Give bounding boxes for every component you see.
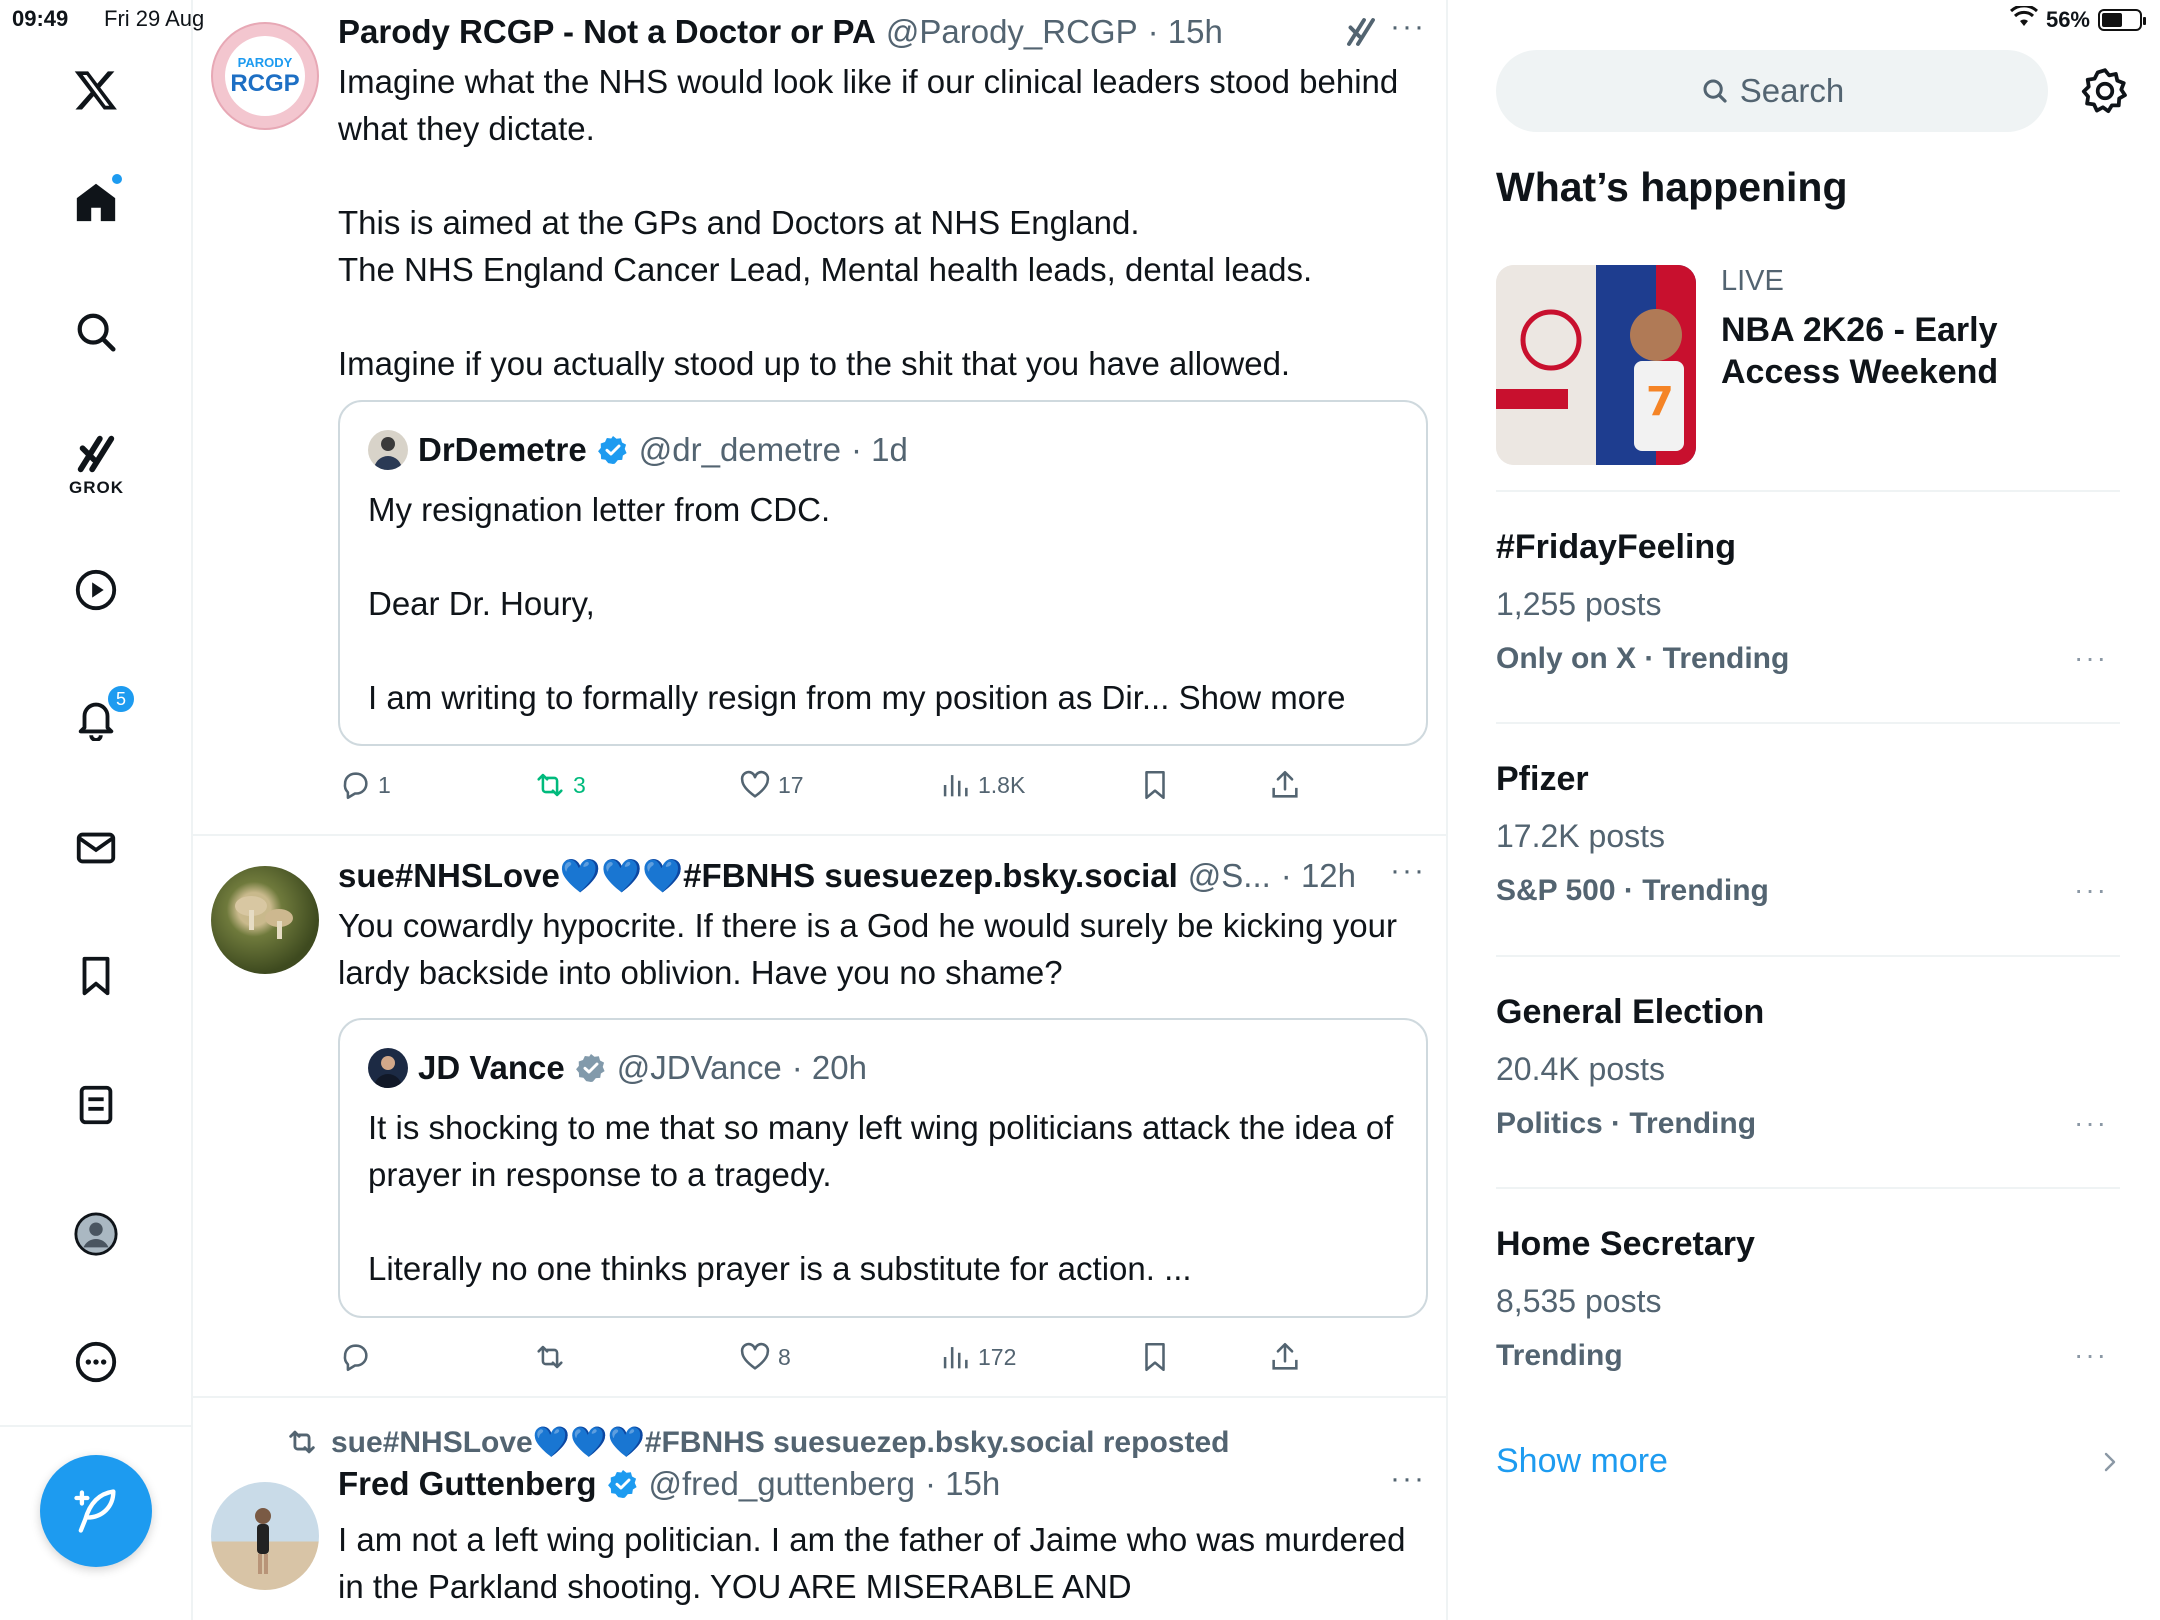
- repost-context: [285, 1420, 1229, 1464]
- like-count: 8: [778, 1343, 791, 1370]
- quoted-text-line: [368, 533, 1408, 580]
- reply-button[interactable]: [338, 1332, 378, 1382]
- quoted-text-line: Literally no one thinks prayer is a substitute for action. ...: [368, 1250, 1192, 1287]
- trend-post-count: 8,535 posts: [1496, 1283, 1662, 1319]
- share-button[interactable]: [1268, 1332, 1302, 1382]
- views-button[interactable]: [938, 1332, 1016, 1382]
- search-input[interactable]: [1496, 50, 2048, 132]
- status-date: Fri 29 Aug: [104, 6, 205, 31]
- trend-name: Home Secretary: [1496, 1225, 1755, 1263]
- quoted-author-handle: @dr_demetre: [638, 431, 842, 468]
- views-button[interactable]: [938, 760, 1025, 810]
- post[interactable]: [193, 1398, 1448, 1620]
- author-handle[interactable]: @S...: [1187, 857, 1271, 894]
- video-play-icon[interactable]: [66, 560, 126, 620]
- repost-button[interactable]: [533, 760, 586, 810]
- home-notification-dot: [110, 172, 124, 186]
- live-event-card[interactable]: [1496, 265, 2126, 465]
- trend-context: Politics · Trending: [1496, 1107, 1757, 1140]
- more-options-icon[interactable]: [66, 1332, 126, 1392]
- post-time[interactable]: · 15h: [925, 1465, 1001, 1502]
- notifications-bell-icon[interactable]: [66, 688, 126, 748]
- bookmark-button[interactable]: [1138, 760, 1172, 810]
- trend-more-icon[interactable]: ···: [2074, 1339, 2108, 1370]
- chevron-right-icon[interactable]: [2098, 1446, 2122, 1478]
- left-nav: [0, 0, 193, 1620]
- reply-count: 1: [378, 771, 391, 798]
- section-title: What’s happening: [1496, 164, 1848, 210]
- reply-button[interactable]: [338, 760, 391, 810]
- messages-envelope-icon[interactable]: [66, 818, 126, 878]
- quoted-post-header: [368, 428, 908, 472]
- quoted-text-line: [368, 1198, 1408, 1245]
- trend-item[interactable]: [1496, 760, 2120, 960]
- quoted-author-avatar: [368, 1048, 408, 1088]
- home-icon[interactable]: [66, 172, 126, 232]
- views-count: 1.8K: [978, 771, 1026, 798]
- quoted-author-handle: @JDVance: [616, 1049, 782, 1086]
- compose-feather-icon: [70, 1485, 122, 1537]
- quoted-text-line: It is shocking to me that so many left wing politicians attack the idea of prayer in response to a tragedy.: [368, 1109, 1394, 1193]
- trend-more-icon[interactable]: ···: [2074, 642, 2108, 673]
- repost-count: 3: [573, 771, 586, 798]
- like-count: 17: [778, 771, 804, 798]
- post-text-line: I am not a left wing politician. I am the father of Jaime who was murdered in the Parkland shooting. YOU ARE MISERABLE AND: [338, 1521, 1406, 1605]
- post-text-line: You cowardly hypocrite. If there is a God he would surely be kicking your lardy backside into oblivion. Have you no shame?: [338, 907, 1397, 991]
- share-icon: [1268, 768, 1302, 802]
- quoted-text-line: I am writing to formally resign from my position as Dir... Show more: [368, 679, 1346, 716]
- author-name[interactable]: Fred Guttenberg: [338, 1465, 597, 1502]
- notifications-badge: 5: [106, 684, 136, 714]
- verified-badge-grey-icon: [575, 1052, 607, 1084]
- verified-badge-icon: [597, 434, 629, 466]
- repost-button[interactable]: [533, 1332, 573, 1382]
- quoted-post[interactable]: [338, 1018, 1428, 1318]
- trend-post-count: 17.2K posts: [1496, 818, 1665, 854]
- grok-label: GROK: [69, 478, 124, 497]
- quoted-text-line: [368, 627, 1408, 674]
- post[interactable]: [193, 836, 1448, 1396]
- post-header: [338, 854, 1356, 898]
- like-button[interactable]: [738, 1332, 791, 1382]
- quoted-post[interactable]: [338, 400, 1428, 746]
- like-heart-icon: [738, 768, 772, 802]
- avatar-rcgp-text: RCGP: [230, 69, 300, 97]
- author-name[interactable]: Parody RCGP - Not a Doctor or PA: [338, 13, 876, 50]
- views-chart-icon: [938, 768, 972, 802]
- like-button[interactable]: [738, 760, 804, 810]
- post-header: [338, 10, 1223, 54]
- post-text-line: [338, 293, 1428, 340]
- trend-name: General Election: [1496, 993, 1765, 1031]
- right-sidebar: [1450, 0, 2160, 1620]
- reposted-by-text[interactable]: sue#NHSLove💙💙💙#FBNHS suesuezep.bsky.social reposted: [331, 1425, 1230, 1459]
- views-count: 172: [978, 1343, 1017, 1370]
- grok-explain-icon[interactable]: [1343, 14, 1379, 55]
- trend-divider: [1496, 1187, 2120, 1189]
- author-handle[interactable]: @fred_guttenberg: [648, 1465, 916, 1502]
- post-time[interactable]: · 15h: [1147, 13, 1223, 50]
- trend-divider: [1496, 722, 2120, 724]
- compose-post-button[interactable]: [40, 1455, 152, 1567]
- post-time[interactable]: · 12h: [1280, 857, 1356, 894]
- post-more-icon[interactable]: ···: [1390, 10, 1426, 43]
- trend-post-count: 20.4K posts: [1496, 1051, 1665, 1087]
- author-avatar[interactable]: [211, 22, 319, 130]
- repost-icon: [533, 768, 567, 802]
- post[interactable]: [193, 0, 1448, 834]
- post-header: [338, 1462, 1000, 1506]
- bookmark-icon: [1138, 768, 1172, 802]
- post-actions: [338, 1332, 1448, 1382]
- verified-badge-icon: [607, 1468, 639, 1500]
- timeline: [193, 0, 1448, 1620]
- like-heart-icon: [738, 1340, 772, 1374]
- bookmarks-icon[interactable]: [66, 946, 126, 1006]
- bookmark-button[interactable]: [1138, 1332, 1172, 1382]
- quoted-author-avatar: [368, 430, 408, 470]
- battery-percent: 56%: [2045, 7, 2090, 32]
- quoted-text-line: Dear Dr. Houry,: [368, 585, 595, 622]
- grok-icon[interactable]: [66, 424, 126, 484]
- trend-divider: [1496, 955, 2120, 957]
- trend-item[interactable]: [1496, 528, 2120, 728]
- post-text: [338, 58, 1428, 387]
- svg-text:7: 7: [1646, 379, 1674, 425]
- share-button[interactable]: [1268, 760, 1302, 810]
- post-text-line: Imagine if you actually stood up to the shit that you have allowed.: [338, 345, 1291, 382]
- author-avatar[interactable]: [211, 1482, 319, 1590]
- trend-name: #FridayFeeling: [1496, 528, 1736, 566]
- post-text: [338, 1516, 1428, 1610]
- profile-avatar-icon[interactable]: [66, 1204, 126, 1264]
- quoted-author-name: JD Vance: [418, 1049, 565, 1086]
- live-label: LIVE: [1721, 265, 1784, 297]
- trend-more-icon[interactable]: ···: [2074, 1107, 2108, 1138]
- quoted-post-header: [368, 1046, 867, 1090]
- repost-icon: [285, 1425, 319, 1459]
- author-handle[interactable]: @Parody_RCGP: [885, 13, 1138, 50]
- reply-icon: [338, 1340, 372, 1374]
- nav-divider: [0, 1425, 193, 1427]
- post-more-icon[interactable]: ···: [1390, 854, 1426, 887]
- x-logo-icon[interactable]: [66, 60, 126, 120]
- avatar-parody-text: PARODY: [237, 54, 293, 70]
- search-icon[interactable]: [66, 302, 126, 362]
- reply-icon: [338, 768, 372, 802]
- live-event-thumbnail: [1496, 265, 1696, 465]
- quoted-author-name: DrDemetre: [418, 431, 587, 468]
- trend-item[interactable]: [1496, 1225, 2120, 1425]
- trend-context: S&P 500 · Trending: [1496, 874, 1769, 907]
- post-text-line: [338, 152, 1428, 199]
- post-more-icon[interactable]: ···: [1390, 1462, 1426, 1495]
- trend-context: Trending: [1496, 1339, 1623, 1372]
- post-actions: [338, 760, 1448, 810]
- search-icon: [1700, 76, 1730, 106]
- trend-item[interactable]: [1496, 993, 2120, 1193]
- trend-more-icon[interactable]: ···: [2074, 874, 2108, 905]
- repost-icon: [533, 1340, 567, 1374]
- post-text-line: The NHS England Cancer Lead, Mental health leads, dental leads.: [338, 251, 1313, 288]
- settings-gear-icon[interactable]: [2080, 66, 2130, 116]
- trend-context: Only on X · Trending: [1496, 642, 1790, 675]
- post-text-line: This is aimed at the GPs and Doctors at NHS England.: [338, 204, 1140, 241]
- status-time: 09:49: [12, 6, 69, 31]
- trend-divider: [1496, 490, 2120, 492]
- views-chart-icon: [938, 1340, 972, 1374]
- quoted-post-time: · 1d: [851, 431, 908, 468]
- quoted-post-text: [368, 1104, 1408, 1292]
- author-avatar[interactable]: [211, 866, 319, 974]
- show-more-link[interactable]: Show more: [1496, 1442, 1668, 1480]
- author-name[interactable]: sue#NHSLove💙💙💙#FBNHS suesuezep.bsky.social: [338, 856, 1178, 894]
- live-event-title: NBA 2K26 - Early Access Weekend: [1721, 311, 1999, 391]
- bookmark-icon: [1138, 1340, 1172, 1374]
- lists-icon[interactable]: [66, 1075, 126, 1135]
- quoted-text-line: My resignation letter from CDC.: [368, 491, 831, 528]
- quoted-post-text: [368, 486, 1408, 721]
- quoted-post-time: · 20h: [791, 1049, 867, 1086]
- search-placeholder: Search: [1739, 72, 1845, 109]
- trend-name: Pfizer: [1496, 760, 1589, 798]
- post-text: [338, 902, 1428, 996]
- post-text-line: Imagine what the NHS would look like if our clinical leaders stood behind what they dictate.: [338, 63, 1399, 147]
- trend-post-count: 1,255 posts: [1496, 586, 1662, 622]
- share-icon: [1268, 1340, 1302, 1374]
